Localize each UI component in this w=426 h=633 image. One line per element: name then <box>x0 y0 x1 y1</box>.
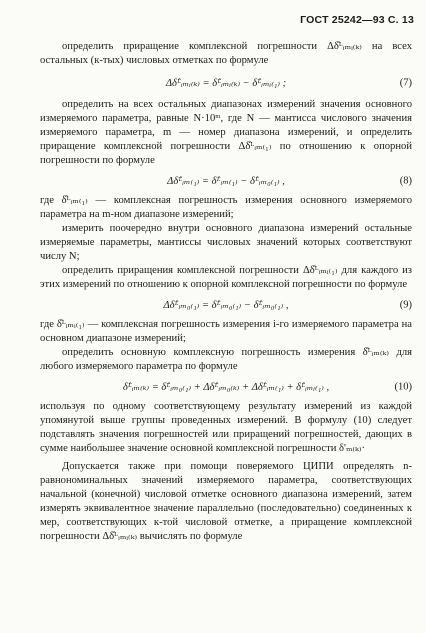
paragraph-2: определить на всех остальных диапазонах измерений значения основного измеряемого параметра, равные N·10ᵐ, где N — мантисса числового значения измеряемого параметра, m — номер диапазона измерений, и определить приращение комплексной погрешности Δδ̂ᴸᵢₘ₍₁₎ по отношению к опорной погрешности по формуле <box>40 99 412 166</box>
paragraph-1: определить приращение комплексной погрешности Δδ̂ᴸᵢₘᵢ₍ₖ₎ на всех остальных (к-тых) числовых отметках по формуле <box>40 41 412 66</box>
formula-7 <box>40 72 412 94</box>
formula-10 <box>40 376 412 398</box>
formula-8-text: Δδ̂ᴸᵢₘ₍₁₎ = δ̂ᴸᵢₘ₍₁₎ − δ̂ᴸᵢₘ₀₍₁₎ , <box>167 176 285 187</box>
equation-number-8: (8) <box>399 175 412 187</box>
equation-number-7: (7) <box>399 77 412 89</box>
formula-8 <box>40 170 412 192</box>
formula-7-text: Δδ̂ᴸᵢₘᵢ₍ₖ₎ = δ̂ᴸᵢₘᵢ₍ₖ₎ − δ̂ᴸᵢₘᵢ₍₁₎ ; <box>165 78 287 89</box>
paragraph-7: определить основную комплексную погрешность измерения δ̂ᴸᵢₘ₍ₖ₎ для любого измеряемого параметра по формуле <box>40 347 412 372</box>
paragraph-9: Допускается также при помощи поверяемого ЦИПИ определять n-равнономинальных значений измеряемого параметра, соответствующих начальной (конечной) числовой отметке основного диапазона измерений, затем измерять эквивалентное значение параллельно (последовательно) соединенных к мер, соответствующих к-той числовой отметке, а приращение комплексной погрешности Δδ̂ᴸᵢₘᵢ₍ₖ₎ вычислять по формуле <box>40 461 412 542</box>
paragraph-3: где δ̂ᴸᵢₘ₍₁₎ — комплексная погрешность измерения основного измеряемого параметра на m-ном диапазоне измерений; <box>40 195 412 220</box>
equation-number-10: (10) <box>394 381 412 393</box>
formula-10-text: δ̂ᴸᵢₘ₍ₖ₎ = δ̂ᴸᵢₘ₀₍₁₎ + Δδ̂ᴸᵢₘ₀₍ₖ₎ + Δδ̂ᴸᵢₘ₍₁₎ + δ̂ᴸᵢₘᵢ₍₁₎ , <box>122 382 330 393</box>
page-content <box>40 40 412 544</box>
equation-number-9: (9) <box>399 299 412 311</box>
formula-9-text: Δδ̂ᴸᵢₘ₀₍₁₎ = δ̂ᴸᵢₘ₀₍₁₎ − δ̂ᴸᵢₘ₀₍₁₎ , <box>163 300 289 311</box>
paragraph-5: определить приращения комплексной погрешности Δδ̂ᴸᵢₘᵢ₍₁₎ для каждого из этих измерений по отношению к опорной комплексной погрешности по формуле <box>40 265 412 290</box>
page-header: ГОСТ 25242—93 С. 13 <box>300 14 414 26</box>
paragraph-4: измерить поочередно внутри основного диапазона измерений остальные измеряемые параметры, мантиссы числовых значений которых соответствуют числу N; <box>40 223 412 262</box>
paragraph-6: где δ̂ᴸᵢₘᵢ₍₁₎ — комплексная погрешность измерения i-го измеряемого параметра на основном диапазоне измерений; <box>40 319 412 344</box>
formula-9 <box>40 294 412 316</box>
paragraph-8: используя по одному соответствующему результату измерений из каждой упомянутой выше группы проведенных измерений. В формулу (10) следует подставлять значения погрешностей или приращений погрешностей, дающих в сумме наибольшее значение основной комплексной погрешности δ'ₘ₍ₖ₎· <box>40 401 412 454</box>
